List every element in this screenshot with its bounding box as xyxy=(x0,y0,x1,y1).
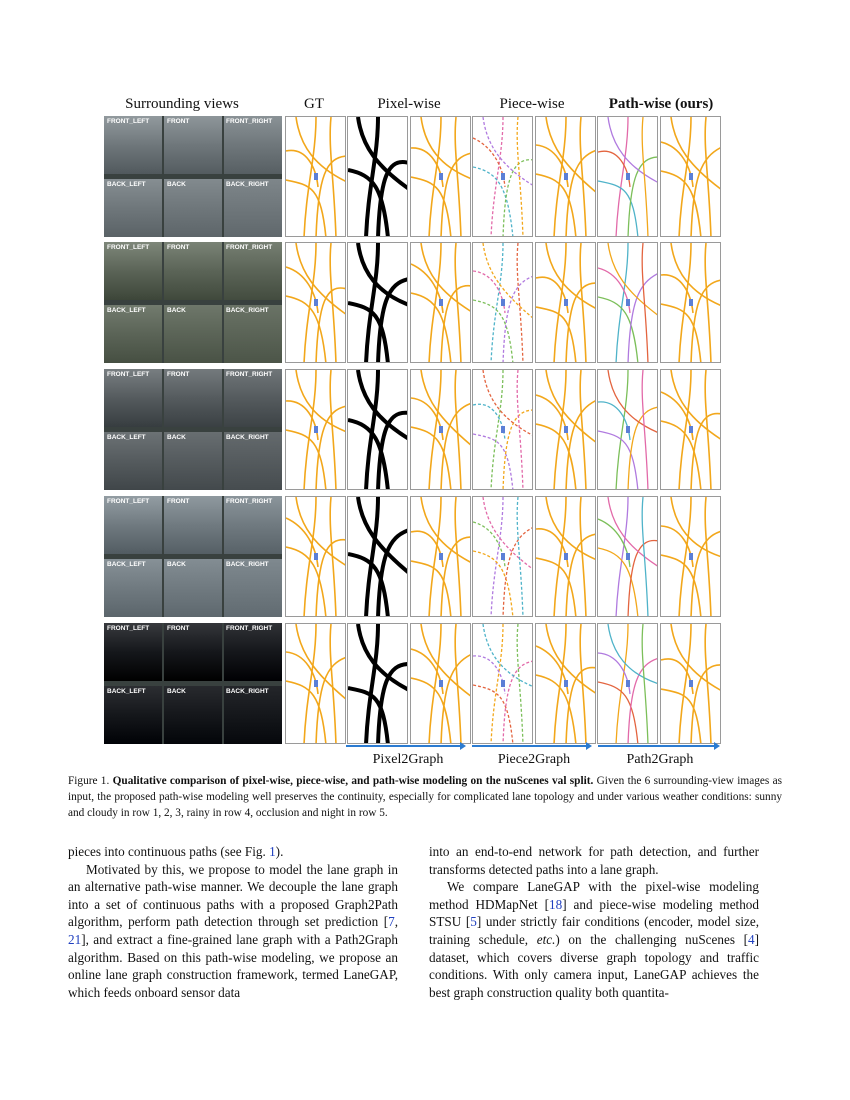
label-piece2graph: Piece2Graph xyxy=(497,752,571,767)
camera-label: BACK_RIGHT xyxy=(226,688,269,695)
figure-row-night xyxy=(104,623,724,744)
camera-label: FRONT_LEFT xyxy=(107,498,150,505)
text: , xyxy=(394,914,398,930)
lane-graph-panel-piece-graph xyxy=(535,369,596,490)
method-arrows xyxy=(346,745,724,769)
lane-graph-panel-piece xyxy=(472,116,533,237)
camera-label: FRONT_RIGHT xyxy=(226,498,273,505)
camera-label: FRONT_RIGHT xyxy=(226,625,273,632)
camera-label: FRONT_LEFT xyxy=(107,371,150,378)
qualitative-comparison-figure xyxy=(104,116,724,746)
lane-graph-panel-pixel-graph xyxy=(410,369,471,490)
figure-column-headers xyxy=(104,96,724,116)
camera-label: BACK xyxy=(167,688,186,695)
body-left-column xyxy=(68,843,398,1001)
text: pieces into continuous paths (see Fig. xyxy=(68,844,270,859)
text: ] dataset, which covers diverse graph topology and traffic conditions. With only camera input, LaneGAP achieves the best graph construction quality both quantita- xyxy=(429,931,759,1000)
label-path2graph: Path2Graph xyxy=(626,752,694,767)
text: ] and piece-wise modeling method STSU [ xyxy=(429,896,759,930)
right-paragraph-1: into an end-to-end network for path detection, and further transforms detected paths into a lane graph. xyxy=(429,844,759,877)
surrounding-views-image xyxy=(104,242,282,363)
figure-row-cloudy-street xyxy=(104,369,724,490)
lane-graph-panel-path-graph xyxy=(660,496,721,617)
citation-5[interactable]: 5 xyxy=(470,914,477,930)
camera-label: BACK_RIGHT xyxy=(226,434,269,441)
left-paragraph-2 xyxy=(68,861,398,1002)
lane-graph-panel-gt xyxy=(285,242,346,363)
text: ] under strictly fair conditions (encoder, model size, training schedule, xyxy=(429,914,759,947)
surrounding-views-image xyxy=(104,116,282,237)
lane-graph-panel-path xyxy=(597,242,658,363)
lane-graph-panel-gt xyxy=(285,496,346,617)
camera-label: FRONT_RIGHT xyxy=(226,244,273,251)
caption-title: Qualitative comparison of pixel-wise, piece-wise, and path-wise modeling on the nuScenes val split. xyxy=(112,775,594,787)
left-paragraph-1 xyxy=(68,843,398,861)
lane-graph-panel-path-graph xyxy=(660,116,721,237)
surrounding-views-image xyxy=(104,369,282,490)
lane-graph-panel-piece-graph xyxy=(535,116,596,237)
camera-label: BACK_LEFT xyxy=(107,307,146,314)
piece2graph-arrow xyxy=(472,745,590,747)
camera-label: BACK xyxy=(167,434,186,441)
text: We compare LaneGAP with the pixel-wise modeling method HDMapNet [ xyxy=(429,879,759,912)
lane-graph-panel-pixel-graph xyxy=(410,623,471,744)
camera-label: FRONT_LEFT xyxy=(107,244,150,251)
lane-graph-panel-pixel-graph xyxy=(410,116,471,237)
camera-label: BACK xyxy=(167,561,186,568)
lane-graph-panel-path xyxy=(597,369,658,490)
camera-label: FRONT_RIGHT xyxy=(226,118,273,125)
lane-graph-panel-piece xyxy=(472,369,533,490)
figure-row-rainy xyxy=(104,496,724,617)
lane-graph-panel-gt xyxy=(285,369,346,490)
lane-graph-panel-gt xyxy=(285,623,346,744)
body-right-column xyxy=(429,843,759,1001)
header-pixel-wise: Pixel-wise xyxy=(377,96,441,112)
lane-graph-panel-pixel xyxy=(347,369,408,490)
lane-graph-panel-pixel xyxy=(347,623,408,744)
camera-label: BACK_RIGHT xyxy=(226,561,269,568)
lane-graph-panel-piece xyxy=(472,242,533,363)
lane-graph-panel-path-graph xyxy=(660,242,721,363)
caption-text: Given the 6 surrounding-view images as input, the proposed path-wise modeling well preserves the continuity, especially for complicated lane topology and under various weather conditions: sunny and cloudy in row 1, 2, 3, rainy in row 4, occlusion and night in row 5. xyxy=(68,775,783,819)
camera-label: BACK xyxy=(167,307,186,314)
figure-row-cloudy xyxy=(104,242,724,363)
camera-label: BACK_LEFT xyxy=(107,561,146,568)
citation-4[interactable]: 4 xyxy=(748,931,755,947)
lane-graph-panel-path xyxy=(597,116,658,237)
lane-graph-panel-pixel xyxy=(347,116,408,237)
text: ). xyxy=(275,844,284,859)
lane-graph-panel-gt xyxy=(285,116,346,237)
camera-label: BACK xyxy=(167,181,186,188)
figure-row-sunny xyxy=(104,116,724,237)
lane-graph-panel-path xyxy=(597,496,658,617)
camera-label: FRONT xyxy=(167,118,190,125)
text: Motivated by this, we propose to model the lane graph in an alternative path-wise manner. We decouple the lane graph into a set of continuous paths with a proposed Graph2Path algorithm, perform path detection through set prediction [ xyxy=(68,861,398,930)
lane-graph-panel-piece xyxy=(472,496,533,617)
camera-label: BACK_RIGHT xyxy=(226,307,269,314)
path2graph-arrow xyxy=(598,745,718,747)
text-italic: etc. xyxy=(536,931,556,947)
lane-graph-panel-pixel-graph xyxy=(410,242,471,363)
header-surrounding-views: Surrounding views xyxy=(125,96,239,112)
camera-label: BACK_LEFT xyxy=(107,181,146,188)
figure-caption xyxy=(68,773,782,821)
camera-label: FRONT xyxy=(167,625,190,632)
lane-graph-panel-path-graph xyxy=(660,623,721,744)
caption-label: Figure 1. xyxy=(68,775,110,787)
lane-graph-panel-piece-graph xyxy=(535,623,596,744)
lane-graph-panel-pixel xyxy=(347,496,408,617)
citation-7[interactable]: 7 xyxy=(388,914,395,930)
header-piece-wise: Piece-wise xyxy=(499,96,565,112)
lane-graph-panel-piece xyxy=(472,623,533,744)
header-gt: GT xyxy=(304,96,324,112)
lane-graph-panel-pixel xyxy=(347,242,408,363)
text: ) on the challenging nuScenes [ xyxy=(555,931,748,947)
citation-18[interactable]: 18 xyxy=(549,896,563,912)
camera-label: FRONT xyxy=(167,371,190,378)
pixel2graph-arrow xyxy=(346,745,464,747)
lane-graph-panel-path-graph xyxy=(660,369,721,490)
camera-label: FRONT_LEFT xyxy=(107,118,150,125)
lane-graph-panel-path xyxy=(597,623,658,744)
label-pixel2graph: Pixel2Graph xyxy=(372,752,444,767)
camera-label: FRONT_RIGHT xyxy=(226,371,273,378)
camera-label: BACK_LEFT xyxy=(107,434,146,441)
header-path-wise: Path-wise (ours) xyxy=(608,96,714,112)
surrounding-views-image xyxy=(104,623,282,744)
surrounding-views-image xyxy=(104,496,282,617)
camera-label: BACK_LEFT xyxy=(107,688,146,695)
ref-fig-1[interactable]: 1 xyxy=(269,844,276,859)
camera-label: BACK_RIGHT xyxy=(226,181,269,188)
camera-label: FRONT xyxy=(167,244,190,251)
camera-label: FRONT xyxy=(167,498,190,505)
lane-graph-panel-piece-graph xyxy=(535,242,596,363)
lane-graph-panel-piece-graph xyxy=(535,496,596,617)
citation-21[interactable]: 21 xyxy=(68,931,82,947)
camera-label: FRONT_LEFT xyxy=(107,625,150,632)
text: ], and extract a fine-grained lane graph with a Path2Graph algorithm. Based on this path-wise modeling, we propose an online lane graph construction framework, termed LaneGAP, which feeds onboard sensor data xyxy=(68,931,398,1000)
right-paragraph-2 xyxy=(429,878,759,1001)
lane-graph-panel-pixel-graph xyxy=(410,496,471,617)
